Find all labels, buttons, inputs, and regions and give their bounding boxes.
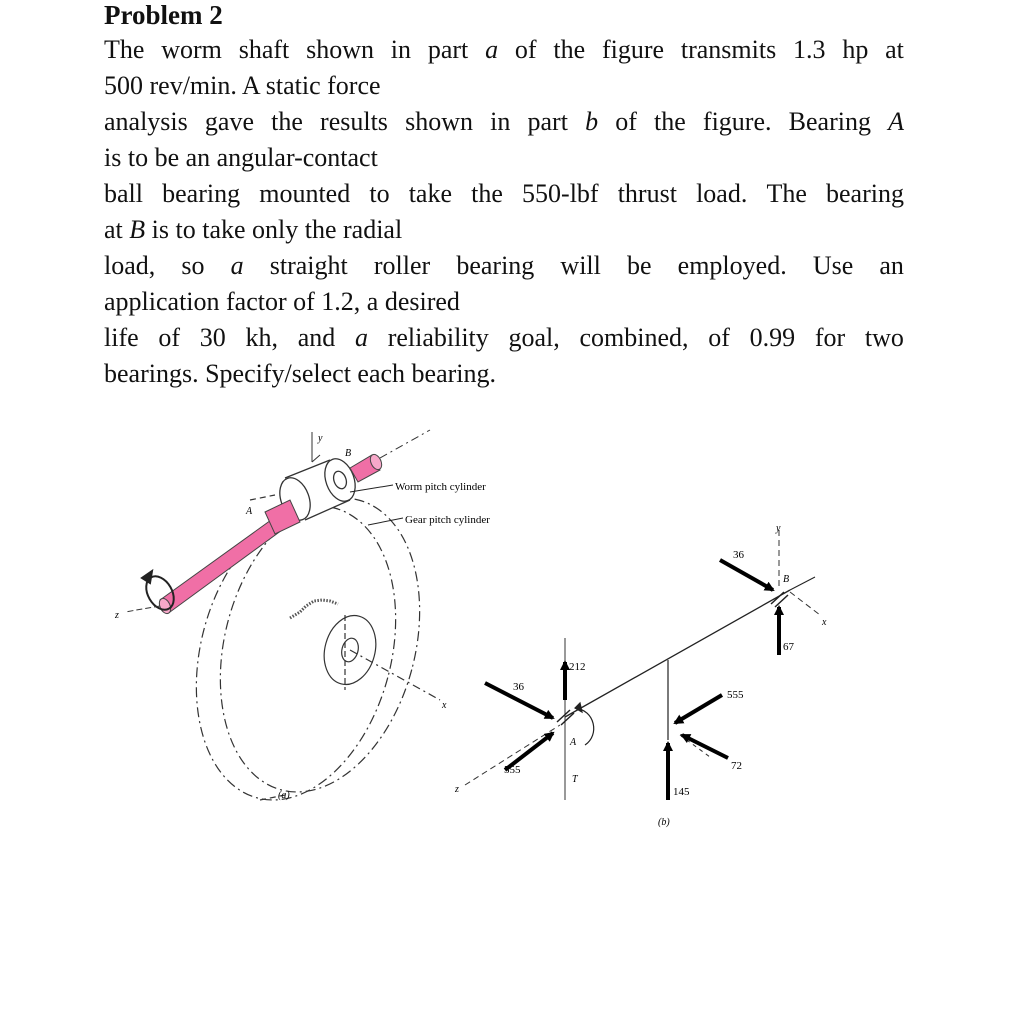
figure-b [454,523,827,828]
problem-word: of [158,323,181,352]
force-arrow-b-z [720,560,773,590]
problem-word: in [390,35,412,64]
problem-word: Bearing [788,107,871,136]
problem-word: load, [104,251,156,280]
problem-word: of [708,323,730,352]
force-label-gear-z: 72 [731,760,742,772]
axis-x-b [790,592,820,615]
worm-label-leader [350,485,393,492]
problem-word: Use [812,251,854,280]
problem-word: worm [161,35,222,64]
problem-line: application factor of 1.2, a desired [104,287,460,316]
figure-a [114,430,490,822]
problem-word: b [585,107,599,136]
force-label-a-axial: 555 [504,764,521,776]
shaft-axis-extension [790,577,815,590]
problem-word: so [181,251,205,280]
axis-y-label-b: y [776,523,781,534]
problem-word: hp [842,35,869,64]
problem-word: A [888,107,904,136]
problem-word: load. [696,179,748,208]
shaft-axis [565,590,790,717]
problem-word: part [427,35,469,64]
problem-word: of [514,35,537,64]
problem-word: roller [373,251,431,280]
axis-z-label-b: z [455,784,459,795]
bearing-b-label-b: B [783,574,790,585]
problem-word: take [408,179,453,208]
problem-title: Problem 2 [104,0,223,30]
gear-pitch-cylinder [165,476,450,823]
problem-word: an [879,251,904,280]
force-arrow-gear-z [682,735,728,758]
problem-word: shaft [238,35,290,64]
bearing-a-label-a: A [246,506,253,517]
problem-word: gave [204,107,254,136]
force-label-gear-x: 555 [727,689,744,701]
problem-word: of [615,107,637,136]
problem-word: the [553,35,586,64]
problem-line: is to be an angular-contact [104,143,378,172]
problem-word: a [354,323,368,352]
problem-word: The [104,35,145,64]
problem-word: thrust [617,179,677,208]
problem-word: two [864,323,904,352]
problem-word: be [627,251,652,280]
problem-word: 550-lbf [522,179,599,208]
axis-z-b [465,725,560,785]
problem-word: mounted [259,179,351,208]
problem-line: bearings. Specify/select each bearing. [104,359,496,388]
problem-word: for [814,323,846,352]
torque-arc-icon [575,703,594,745]
problem-word: in [490,107,511,136]
problem-word: results [320,107,388,136]
problem-line: at B is to take only the radial [104,215,403,244]
problem-word: straight [269,251,348,280]
problem-word: ball [104,179,143,208]
problem-word: transmits [680,35,777,64]
problem-word: 1.3 [793,35,826,64]
torque-label: T [572,774,578,785]
figure-b-label: (b) [658,817,670,828]
problem-word: figure [601,35,665,64]
problem-word: The [766,179,807,208]
problem-line: 500 rev/min. A static force [104,71,381,100]
force-label-a-z: 36 [513,681,524,693]
worm-shaft [157,430,430,615]
problem-word: will [560,251,601,280]
force-label-b-z: 36 [733,549,744,561]
force-label-a-y: 212 [569,661,586,673]
problem-word: a [230,251,244,280]
problem-word: employed. [677,251,787,280]
problem-word: shown [405,107,473,136]
bearing-a-label-b: A [570,737,577,748]
figure-a-label: (a) [278,790,290,801]
problem-word: combined, [579,323,689,352]
problem-word: the [471,179,503,208]
problem-word: the [271,107,303,136]
force-label-b-y: 67 [783,641,794,653]
problem-word: analysis [104,107,188,136]
force-label-gear-y: 145 [673,786,690,798]
problem-word: a [485,35,499,64]
problem-word: the [654,107,686,136]
problem-word: bearing [456,251,535,280]
force-arrow-gear-x [675,695,722,723]
gear-label-leader [368,518,403,525]
problem-word: at [885,35,904,64]
problem-word: to [369,179,390,208]
problem-word: 0.99 [749,323,796,352]
problem-word: kh, [245,323,278,352]
problem-word: reliability [387,323,489,352]
axis-y-label-a: y [318,433,323,444]
axis-z-label-a: z [115,610,119,621]
axis-x-label-a: x [442,700,447,711]
problem-word: part [527,107,568,136]
problem-word: figure. [702,107,772,136]
problem-word: goal, [508,323,560,352]
bearing-b-label-a: B [345,448,352,459]
problem-word: shown [306,35,374,64]
problem-word: 30 [199,323,226,352]
problem-word: and [297,323,336,352]
gear-pitch-label: Gear pitch cylinder [405,514,490,526]
problem-word: life [104,323,139,352]
axis-x-label-b: x [822,617,827,628]
worm-pitch-label: Worm pitch cylinder [395,481,486,493]
problem-word: bearing [826,179,904,208]
problem-word: bearing [162,179,241,208]
